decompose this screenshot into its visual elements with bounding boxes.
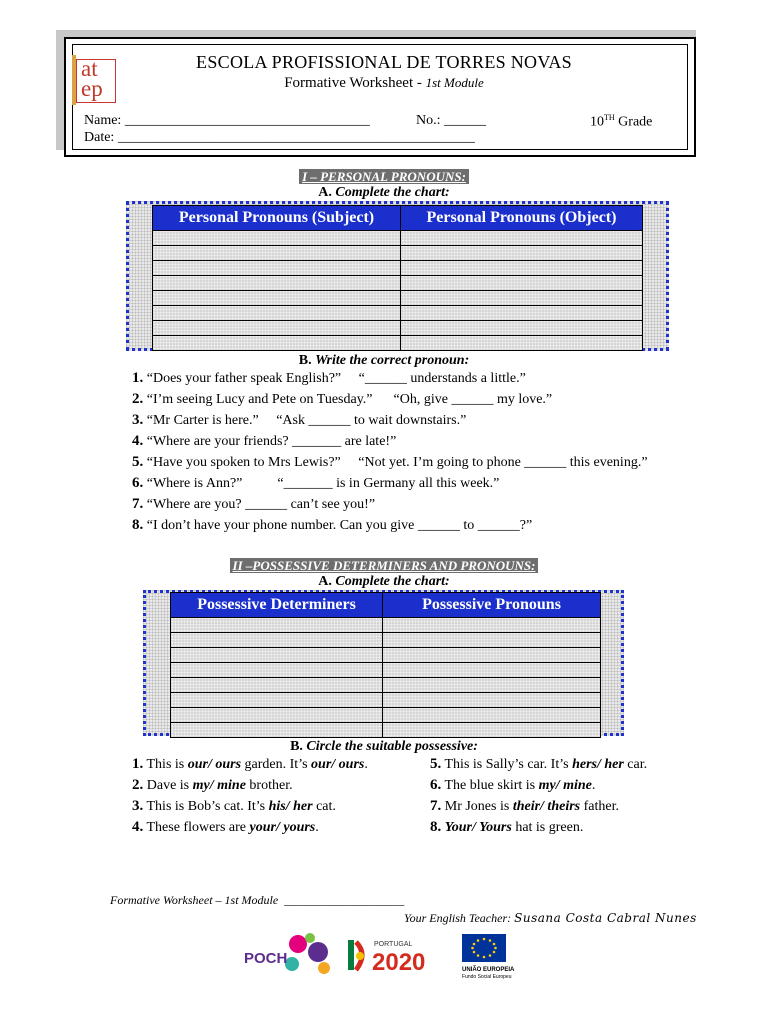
chart-cell[interactable] <box>171 708 383 723</box>
chart-cell[interactable] <box>153 321 401 336</box>
chart-cell[interactable] <box>153 336 401 351</box>
footer-teacher: Your English Teacher: Susana Costa Cabral Nunes <box>404 911 697 925</box>
name-field[interactable]: Name: ___________________________________ <box>84 113 370 128</box>
svg-text:PORTUGAL: PORTUGAL <box>374 941 413 948</box>
funding-logos <box>240 930 540 980</box>
exercise-item: 8. “I don’t have your phone number. Can you give ______ to ______?” <box>132 517 533 533</box>
chart-cell[interactable] <box>171 618 383 633</box>
svg-text:Fundo Social Europeu: Fundo Social Europeu <box>462 974 512 980</box>
section1-partA-title: A. Complete the chart: <box>318 185 450 200</box>
exercise-item: 3. This is Bob’s cat. It’s his/ her cat. <box>132 798 336 814</box>
chart-cell[interactable] <box>383 633 601 648</box>
chart-cell[interactable] <box>171 648 383 663</box>
school-name: ESCOLA PROFISSIONAL DE TORRES NOVAS <box>196 52 572 72</box>
chart-cell[interactable] <box>153 306 401 321</box>
chart-cell[interactable] <box>383 663 601 678</box>
teacher-signature: Susana Costa Cabral Nunes <box>514 911 697 925</box>
section2-partA-title: A. Complete the chart: <box>318 574 450 589</box>
portugal-2020-logo <box>348 940 425 976</box>
exercise-item: 3. “Mr Carter is here.” “Ask ______ to wait downstairs.” <box>132 412 467 428</box>
possessive-chart <box>170 592 601 738</box>
chart-header-object: Personal Pronouns (Object) <box>401 206 643 231</box>
chart-cell[interactable] <box>401 246 643 261</box>
exercise-item: 4. These flowers are your/ yours. <box>132 819 319 835</box>
chart-cell[interactable] <box>171 723 383 738</box>
chart-cell[interactable] <box>383 693 601 708</box>
footer-module-label: Formative Worksheet – 1st Module ____________________ <box>110 893 405 907</box>
chart-cell[interactable] <box>171 633 383 648</box>
svg-text:UNIÃO EUROPEIA: UNIÃO EUROPEIA <box>462 967 515 973</box>
exercise-item: 2. Dave is my/ mine brother. <box>132 777 293 793</box>
exercise-item: 1. This is our/ ours garden. It’s our/ ours. <box>132 756 368 772</box>
exercise-item: 4. “Where are your friends? _______ are late!” <box>132 433 397 449</box>
chart-cell[interactable] <box>401 276 643 291</box>
exercise-item: 5. This is Sally’s car. It’s hers/ her car. <box>430 756 648 772</box>
section1-partB-title: B. Write the correct pronoun: <box>298 353 470 368</box>
chart-cell[interactable] <box>383 708 601 723</box>
chart-cell[interactable] <box>383 678 601 693</box>
exercise-item: 7. “Where are you? ______ can’t see you!” <box>132 496 376 512</box>
chart-cell[interactable] <box>153 261 401 276</box>
svg-text:2020: 2020 <box>372 949 426 976</box>
number-field[interactable]: No.: ______ <box>416 113 486 128</box>
chart-cell[interactable] <box>401 261 643 276</box>
svg-text:POCH: POCH <box>244 950 288 967</box>
exercise-item: 8. Your/ Yours hat is green. <box>430 819 584 835</box>
date-field[interactable]: Date: ___________________________________________________ <box>84 130 475 145</box>
chart-cell[interactable] <box>153 276 401 291</box>
chart-header-pronouns: Possessive Pronouns <box>383 593 601 618</box>
chart-cell[interactable] <box>383 723 601 738</box>
chart-header-subject: Personal Pronouns (Subject) <box>153 206 401 231</box>
exercise-item: 5. “Have you spoken to Mrs Lewis?” “Not yet. I’m going to phone ______ this evening.” <box>132 454 648 470</box>
grade-label: 10TH Grade <box>590 113 653 130</box>
section2-partB-title: B. Circle the suitable possessive: <box>290 739 478 754</box>
chart-cell[interactable] <box>401 321 643 336</box>
exercise-item: 6. “Where is Ann?” “_______ is in Germany all this week.” <box>132 475 500 491</box>
exercise-item: 1. “Does your father speak English?” “______ understands a little.” <box>132 370 526 386</box>
section1-title: I – PERSONAL PRONOUNS: <box>0 169 768 185</box>
chart-cell[interactable] <box>153 231 401 246</box>
chart-cell[interactable] <box>383 618 601 633</box>
chart-cell[interactable] <box>401 336 643 351</box>
chart-cell[interactable] <box>171 693 383 708</box>
chart-cell[interactable] <box>153 246 401 261</box>
school-logo: at ep <box>72 55 120 105</box>
exercise-item: 6. The blue skirt is my/ mine. <box>430 777 596 793</box>
section2-title: II –POSSESSIVE DETERMINERS AND PRONOUNS: <box>0 558 768 574</box>
chart-cell[interactable] <box>401 291 643 306</box>
eu-flag-logo <box>462 934 515 980</box>
worksheet-subtitle: Formative Worksheet - 1st Module <box>284 75 484 91</box>
chart-cell[interactable] <box>401 306 643 321</box>
exercise-item: 7. Mr Jones is their/ theirs father. <box>430 798 619 814</box>
chart-cell[interactable] <box>171 678 383 693</box>
exercise-item: 2. “I’m seeing Lucy and Pete on Tuesday.” “Oh, give ______ my love.” <box>132 391 553 407</box>
chart-cell[interactable] <box>401 231 643 246</box>
personal-pronouns-chart <box>152 205 643 351</box>
chart-header-determiners: Possessive Determiners <box>171 593 383 618</box>
poch-logo <box>244 933 330 974</box>
chart-cell[interactable] <box>153 291 401 306</box>
chart-cell[interactable] <box>383 648 601 663</box>
chart-cell[interactable] <box>171 663 383 678</box>
